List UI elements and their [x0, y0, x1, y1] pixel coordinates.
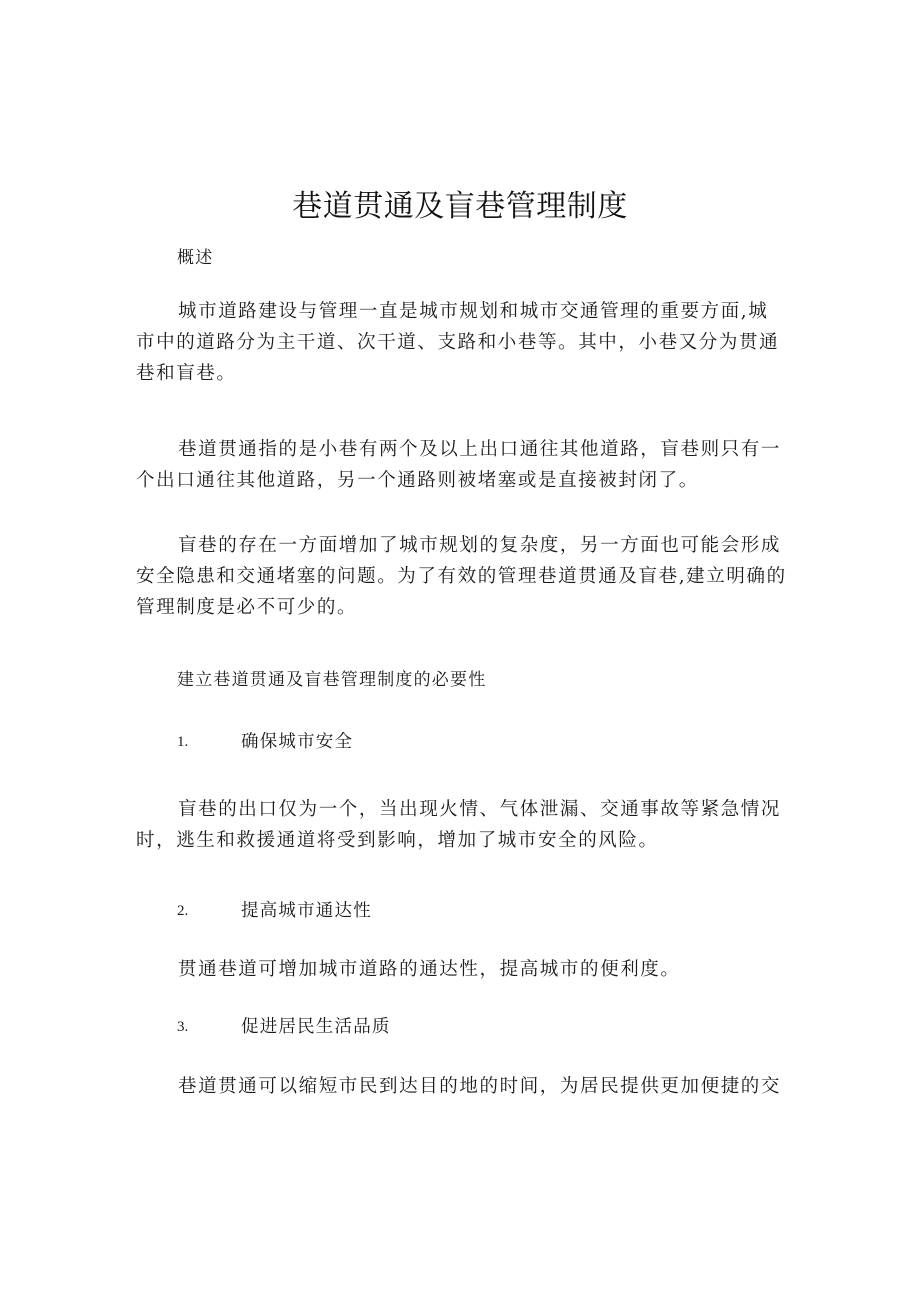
- item-label: 提高城市通达性: [241, 901, 372, 921]
- section-heading: 建立巷道贯通及盲巷管理制度的必要性: [177, 670, 487, 690]
- item-body: 巷道贯通可以缩短市民到达目的地的时间，为居民提供更加便捷的交: [178, 1076, 782, 1097]
- item-body: 贯通巷道可增加城市道路的通达性，提高城市的便利度。: [178, 959, 681, 980]
- item-number: 1.: [177, 734, 189, 750]
- paragraph-problem: 盲巷的存在一方面增加了城市规划的复杂度，另一方面也可能会形成安全隐患和交通堵塞的问题。为了有效的管理巷道贯通及盲巷,建立明确的管理制度是必不可少的。: [136, 535, 787, 618]
- item-label: 确保城市安全: [241, 732, 354, 752]
- item-number: 2.: [177, 903, 189, 919]
- paragraph-definition: 巷道贯通指的是小巷有两个及以上出口通往其他道路，盲巷则只有一个出口通往其他道路，另一个通路则被堵塞或是直接被封闭了。: [136, 439, 782, 491]
- overview-heading: 概述: [177, 248, 214, 268]
- item-body: 盲巷的出口仅为一个，当出现火情、气体泄漏、交通事故等紧急情况时，逃生和救援通道将受到影响，增加了城市安全的风险。: [136, 799, 782, 851]
- document-title: 巷道贯通及盲巷管理制度: [292, 189, 628, 224]
- item-label: 促进居民生活品质: [241, 1017, 391, 1037]
- paragraph-intro: 城市道路建设与管理一直是城市规划和城市交通管理的重要方面,城市中的道路分为主干道、次干道、支路和小巷等。其中，小巷又分为贯通巷和盲巷。: [136, 301, 780, 384]
- item-number: 3.: [177, 1019, 189, 1035]
